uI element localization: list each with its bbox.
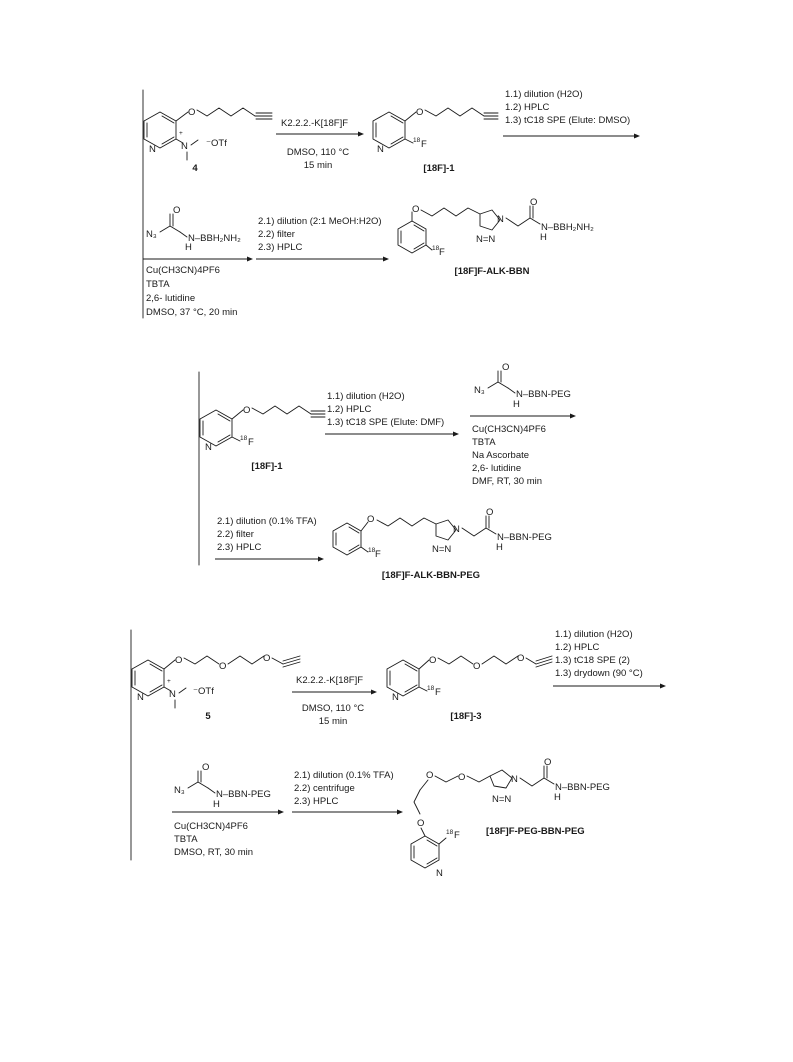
pyridine-n-label: N bbox=[205, 442, 212, 453]
triazole-n-label: N=N bbox=[476, 234, 496, 245]
amide-h-label: H bbox=[540, 232, 547, 243]
fluorine-label: F bbox=[375, 549, 381, 560]
ether-o-label: O bbox=[243, 405, 251, 416]
condition-temp: DMSO, 110 °C bbox=[286, 147, 350, 158]
cond-right-3: Na Ascorbate bbox=[472, 450, 530, 461]
azide-bbh2nh2-structure bbox=[146, 205, 241, 253]
ether-o-label: O bbox=[188, 107, 196, 118]
arrow-3-1-head bbox=[371, 690, 377, 695]
pyridine-n-label: N bbox=[436, 868, 443, 879]
amide-h-label: H bbox=[213, 799, 220, 810]
carbonyl-o-label: O bbox=[502, 362, 510, 373]
triazole-n1-label: N bbox=[453, 524, 460, 535]
compound-5-structure bbox=[132, 653, 300, 708]
plus-charge: + bbox=[179, 130, 183, 137]
ether-o-label: O bbox=[175, 655, 183, 666]
step1-line2: 1.2) HPLC bbox=[505, 102, 550, 113]
step1-line2: 1.2) HPLC bbox=[327, 404, 372, 415]
step1-line3: 1.3) tC18 SPE (2) bbox=[555, 655, 630, 666]
ammonium-n-label: N bbox=[181, 141, 188, 152]
compound-4-structure bbox=[144, 107, 272, 160]
amide-h-label: H bbox=[513, 399, 520, 410]
f18-mass: 18 bbox=[413, 137, 421, 144]
plus-charge: + bbox=[167, 678, 171, 685]
f18-mass: 18 bbox=[240, 435, 248, 442]
condition-time: 15 min bbox=[303, 160, 333, 171]
product-alk-bbn-label: [18F]F-ALK-BBN bbox=[454, 266, 530, 277]
carbonyl-o-label: O bbox=[202, 762, 210, 773]
arrow-2-3-head bbox=[318, 557, 324, 562]
fluorine-label: F bbox=[439, 247, 445, 258]
arrow-1-1-head bbox=[358, 132, 364, 137]
scheme-2 bbox=[199, 362, 576, 581]
cond-right-4: 2,6- lutidine bbox=[472, 463, 522, 474]
step2-line1: 2.1) dilution (2:1 MeOH:H2O) bbox=[258, 216, 382, 227]
amide-h-label: H bbox=[496, 542, 503, 553]
arrow-1-3-left-head bbox=[247, 257, 253, 262]
step2-line3: 2.3) HPLC bbox=[217, 542, 262, 553]
arrow-3-3-head bbox=[397, 810, 403, 815]
azide-n3-label: N₃ bbox=[474, 385, 485, 396]
carbonyl-o-label: O bbox=[544, 757, 552, 768]
intermediate-3-label: [18F]-3 bbox=[450, 711, 482, 722]
pyridine-n-label: N bbox=[137, 692, 144, 703]
triflate-label: ⁻OTf bbox=[193, 686, 214, 697]
cond-right-2: TBTA bbox=[472, 437, 496, 448]
amide-group-label: N–BBN-PEG bbox=[516, 389, 571, 400]
step2-line3: 2.3) HPLC bbox=[294, 796, 339, 807]
cond-bottom-2: TBTA bbox=[146, 279, 170, 290]
triazole-n1-label: N bbox=[497, 214, 504, 225]
arrow-2-1-head bbox=[453, 432, 459, 437]
step1-line2: 1.2) HPLC bbox=[555, 642, 600, 653]
product-peg-bbn-peg-label: [18F]F-PEG-BBN-PEG bbox=[486, 826, 585, 837]
step2-line2: 2.2) filter bbox=[217, 529, 254, 540]
azide-n3-label: N₃ bbox=[174, 785, 185, 796]
triflate-label: ⁻OTf bbox=[206, 138, 227, 149]
fluorine-label: F bbox=[454, 830, 460, 841]
compound-5-label: 5 bbox=[205, 711, 211, 722]
f18-mass: 18 bbox=[432, 245, 440, 252]
cond-bottom-3: 2,6- lutidine bbox=[146, 293, 196, 304]
carbonyl-o-label: O bbox=[486, 507, 494, 518]
triazole-n-label: N=N bbox=[432, 544, 452, 555]
fluorine-label: F bbox=[248, 437, 254, 448]
step1-line3: 1.3) tC18 SPE (Elute: DMF) bbox=[327, 417, 445, 428]
step2-line3: 2.3) HPLC bbox=[258, 242, 303, 253]
fluorine-label: F bbox=[421, 139, 427, 150]
amide-group-label: N–BBN-PEG bbox=[216, 789, 271, 800]
ether-o-label: O bbox=[429, 655, 437, 666]
pyridine-n-label: N bbox=[377, 144, 384, 155]
amide-h-label: H bbox=[554, 792, 561, 803]
ether-o-label: O bbox=[412, 204, 420, 215]
product-alk-bbn-structure bbox=[398, 197, 594, 258]
f18-mass: 18 bbox=[427, 685, 435, 692]
amide-h-label: H bbox=[185, 242, 192, 253]
ether-o-label: O bbox=[367, 514, 375, 525]
step2-line2: 2.2) filter bbox=[258, 229, 295, 240]
intermediate-1b-label: [18F]-1 bbox=[251, 461, 283, 472]
ether-o-label: O bbox=[416, 107, 424, 118]
intermediate-1-label: [18F]-1 bbox=[423, 163, 455, 174]
f18-mass: 18 bbox=[368, 547, 376, 554]
azide-bbn-peg-structure bbox=[474, 362, 571, 410]
product-alk-bbn-peg-structure bbox=[333, 507, 552, 560]
condition-temp: DMSO, 110 °C bbox=[301, 703, 365, 714]
azide-bbn-peg-2-structure bbox=[174, 762, 271, 810]
ether-o3-label: O bbox=[263, 653, 271, 664]
ether-o-low-label: O bbox=[417, 818, 425, 829]
arrow-1-2-head bbox=[634, 134, 640, 139]
arrow-1-3-head bbox=[383, 257, 389, 262]
cond-right-1: Cu(CH3CN)4PF6 bbox=[472, 424, 546, 435]
step1-line3: 1.3) tC18 SPE (Elute: DMSO) bbox=[505, 115, 631, 126]
amide-group-label: N–BBN-PEG bbox=[497, 532, 552, 543]
cond-bottom-3: DMSO, RT, 30 min bbox=[174, 847, 254, 858]
product-alk-bbn-peg-label: [18F]F-ALK-BBN-PEG bbox=[381, 570, 481, 581]
pyridine-n-label: N bbox=[392, 692, 399, 703]
step1-line1: 1.1) dilution (H2O) bbox=[555, 629, 633, 640]
carbonyl-o-label: O bbox=[530, 197, 538, 208]
cond-bottom-2: TBTA bbox=[174, 834, 198, 845]
intermediate-1-structure bbox=[373, 107, 498, 155]
arrow-3-2-head bbox=[660, 684, 666, 689]
azide-n3-label: N₃ bbox=[146, 229, 157, 240]
compound-4-label: 4 bbox=[192, 163, 198, 174]
cond-bottom-4: DMSO, 37 °C, 20 min bbox=[146, 307, 238, 318]
scheme-3 bbox=[131, 629, 666, 879]
ether-o3-label: O bbox=[517, 653, 525, 664]
step1-line1: 1.1) dilution (H2O) bbox=[327, 391, 405, 402]
triazole-n1-label: N bbox=[511, 774, 518, 785]
amide-group-label: N–BBH₂NH₂ bbox=[541, 222, 594, 233]
step1-line1: 1.1) dilution (H2O) bbox=[505, 89, 583, 100]
step2-line1: 2.1) dilution (0.1% TFA) bbox=[217, 516, 317, 527]
intermediate-1b-structure bbox=[200, 405, 325, 453]
scheme-1 bbox=[143, 89, 640, 318]
step1-line4: 1.3) drydown (90 °C) bbox=[555, 668, 643, 679]
cond-bottom-1: Cu(CH3CN)4PF6 bbox=[174, 821, 248, 832]
ether-o-mid-label: O bbox=[458, 772, 466, 783]
step2-line2: 2.2) centrifuge bbox=[294, 783, 355, 794]
triazole-n-label: N=N bbox=[492, 794, 512, 805]
carbonyl-o-label: O bbox=[173, 205, 181, 216]
condition-time: 15 min bbox=[318, 716, 348, 727]
amide-n-label: N–BBH₂NH₂ bbox=[188, 233, 241, 244]
reagent-kryptofix: K2.2.2.-K[18F]F bbox=[296, 675, 364, 686]
fluorine-label: F bbox=[435, 687, 441, 698]
reagent-kryptofix: K2.2.2.-K[18F]F bbox=[281, 118, 349, 129]
cond-right-5: DMF, RT, 30 min bbox=[472, 476, 543, 487]
step2-line1: 2.1) dilution (0.1% TFA) bbox=[294, 770, 394, 781]
product-peg-bbn-peg-structure bbox=[411, 757, 610, 879]
cond-bottom-1: Cu(CH3CN)4PF6 bbox=[146, 265, 220, 276]
intermediate-3-structure bbox=[387, 653, 552, 703]
ether-o2-label: O bbox=[219, 661, 227, 672]
ammonium-n-label: N bbox=[169, 689, 176, 700]
f18-mass: 18 bbox=[446, 829, 454, 836]
ether-o2-label: O bbox=[473, 661, 481, 672]
arrow-2-2-head bbox=[570, 414, 576, 419]
pyridine-n-label: N bbox=[149, 144, 156, 155]
arrow-3-3-left-head bbox=[278, 810, 284, 815]
amide-group-label: N–BBN-PEG bbox=[555, 782, 610, 793]
ether-o-top-label: O bbox=[426, 770, 434, 781]
